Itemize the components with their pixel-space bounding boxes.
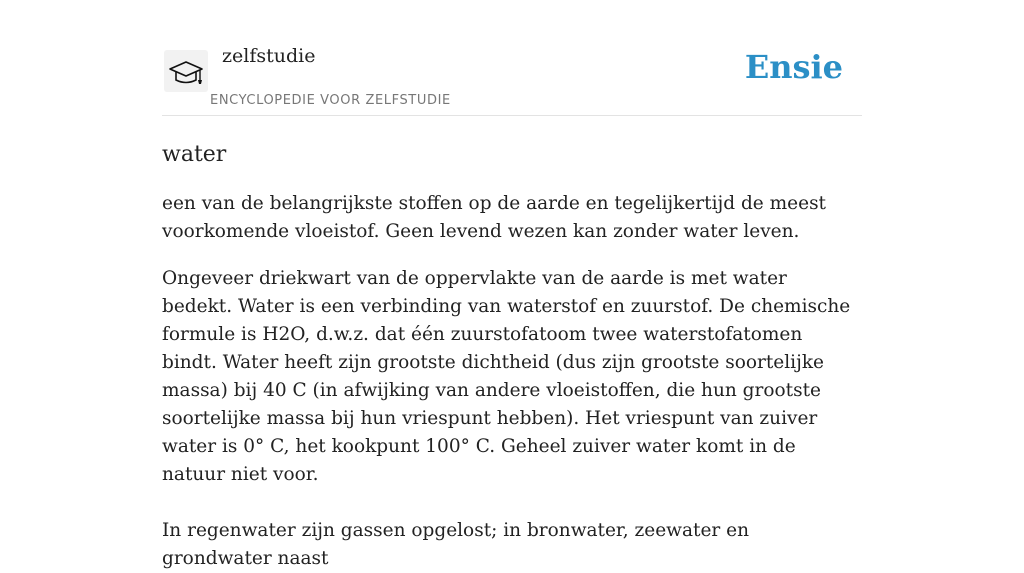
article-title: water xyxy=(162,142,227,167)
ensie-brand-link[interactable]: Ensie xyxy=(744,48,843,86)
article-paragraph: een van de belangrijkste stoffen op de aarde en tegelijkertijd de meest voorkomende vloeistof. Geen levend wezen kan zonder water leven. xyxy=(162,193,826,242)
site-header xyxy=(162,0,862,116)
site-tagline: ENCYCLOPEDIE VOOR ZELFSTUDIE xyxy=(210,93,451,108)
article-paragraph: Ongeveer driekwart van de oppervlakte van de aarde is met water bedekt. Water is een verbinding van waterstof en zuurstof. De chemische formule is H2O, d.w.z. dat één zuurstofatoom twee waterstofatomen bindt. Water heeft zijn grootste dichtheid (dus zijn grootste soortelijke massa) bij 40 C (in afwijking van andere vloeistoffen, die hun grootste soortelijke massa bij hun vriespunt hebben). Het vriespunt van zuiver water is 0° C, het kookpunt 100° C. Geheel zuiver water komt in de natuur niet voor. xyxy=(162,268,851,485)
site-name-link[interactable]: zelfstudie xyxy=(222,45,316,67)
article-paragraph: In regenwater zijn gassen opgelost; in bronwater, zeewater en grondwater naast xyxy=(162,520,749,569)
graduation-cap-icon[interactable] xyxy=(164,50,208,92)
page xyxy=(162,0,862,569)
